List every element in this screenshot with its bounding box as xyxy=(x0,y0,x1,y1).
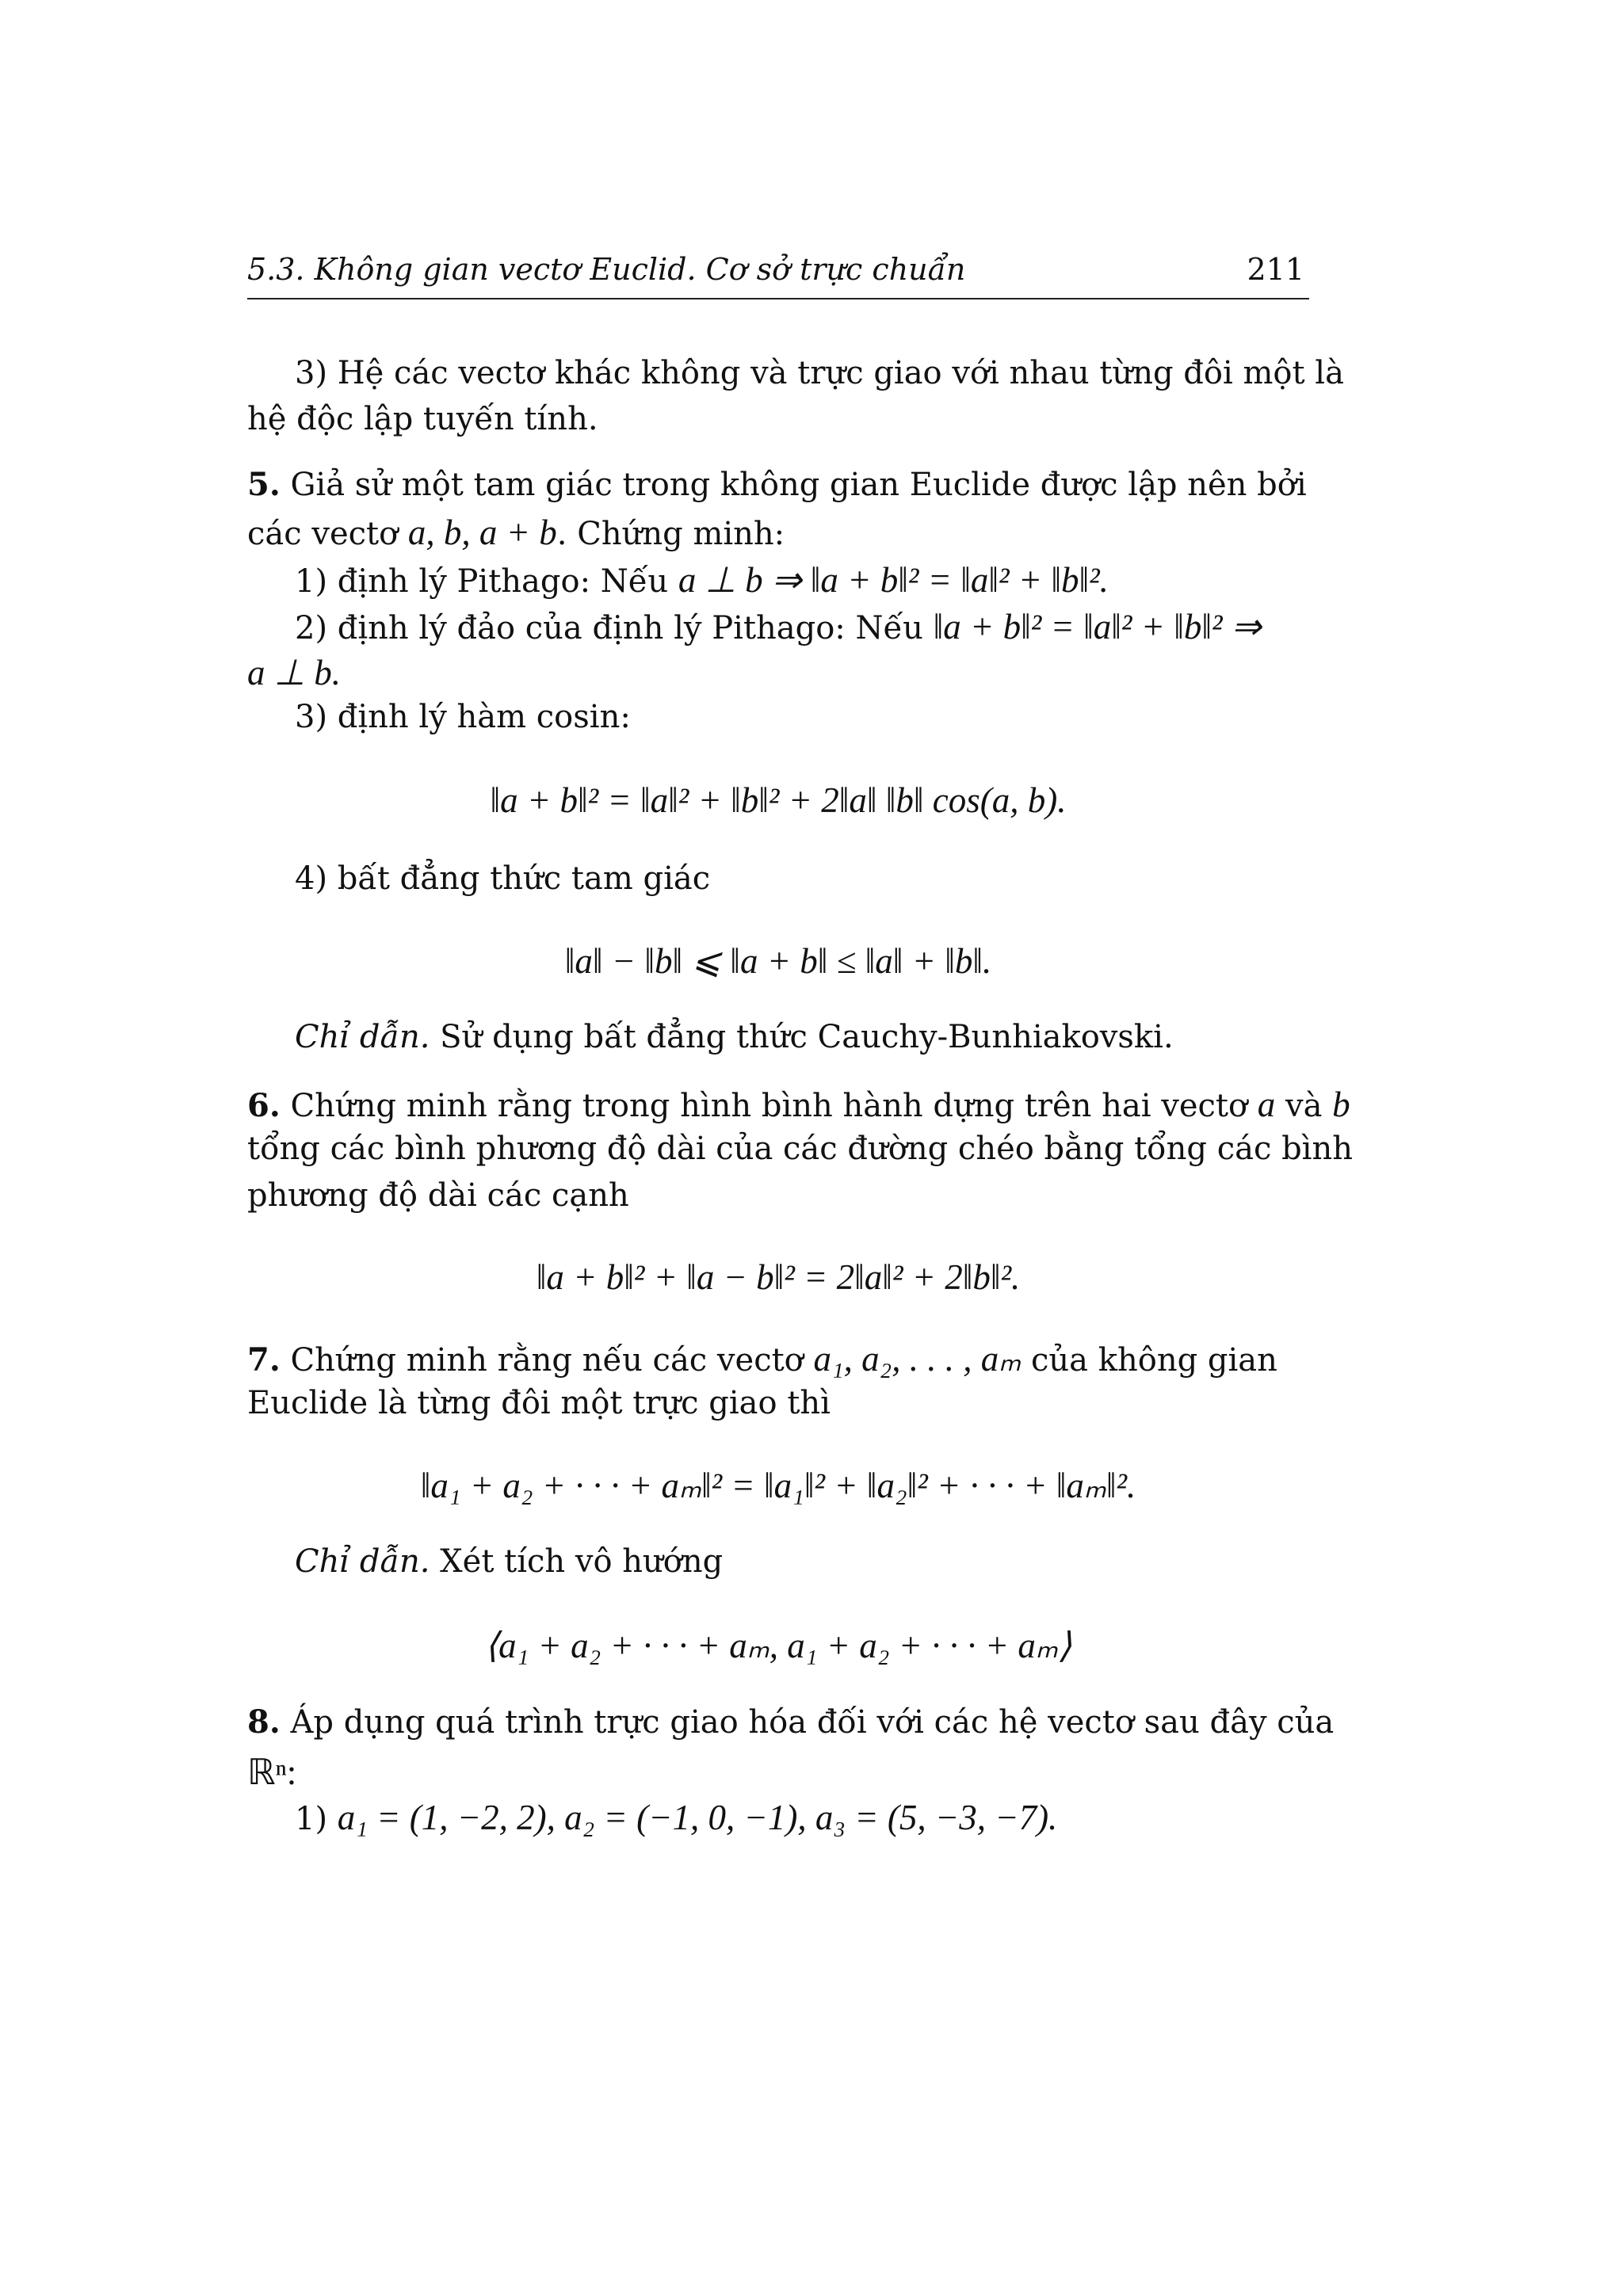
text-line: 1) định lý Pithago: Nếu a ⊥ b ⇒ ‖a + b‖² = ‖a‖² + ‖b‖². xyxy=(295,560,1109,600)
display-equation: ‖a₁ + a₂ + · · · + aₘ‖² = ‖a₁‖² + ‖a₂‖² + · · · + ‖aₘ‖². xyxy=(420,1466,1136,1505)
text-line: 3) định lý hàm cosin: xyxy=(295,699,631,735)
exercise-5-line: 5. Giả sử một tam giác trong không gian Euclide được lập nên bởi xyxy=(247,466,1307,503)
hint-label: Chỉ dẫn. xyxy=(295,1019,430,1055)
text-line: phương độ dài các cạnh xyxy=(247,1177,629,1214)
running-header xyxy=(247,252,1309,299)
hint-line: Chỉ dẫn. Sử dụng bất đẳng thức Cauchy-Bunhiakovski. xyxy=(295,1019,1174,1055)
text-line: Euclide là từng đôi một trực giao thì xyxy=(247,1385,831,1421)
math-inline: ‖a + b‖² = ‖a‖² + ‖b‖² ⇒ xyxy=(933,607,1262,646)
math-inline: a₁ = (1, −2, 2), a₂ = (−1, 0, −1), a₃ = (5, −3, −7). xyxy=(337,1798,1058,1837)
text-line xyxy=(247,651,341,693)
exercise-number: 5. xyxy=(247,466,281,503)
display-equation: ⟨a₁ + a₂ + · · · + aₘ, a₁ + a₂ + · · · + aₘ⟩ xyxy=(484,1626,1072,1665)
math-inline: ℝⁿ: xyxy=(247,1753,297,1792)
hint-label: Chỉ dẫn. xyxy=(295,1543,430,1580)
text-line: 3) Hệ các vectơ khác không và trực giao với nhau từng đôi một là xyxy=(295,355,1344,391)
display-equation: ‖a + b‖² = ‖a‖² + ‖b‖² + 2‖a‖ ‖b‖ cos(a, b). xyxy=(490,780,1067,820)
exercise-8-line: 8. Áp dụng quá trình trực giao hóa đối với các hệ vectơ sau đây của xyxy=(247,1703,1335,1741)
hint-line: Chỉ dẫn. Xét tích vô hướng xyxy=(295,1543,724,1580)
section-title: 5.3. Không gian vectơ Euclid. Cơ sở trực chuẩn xyxy=(247,252,966,287)
exercise-7-line: 7. Chứng minh rằng nếu các vectơ a₁, a₂, . . . , aₘ của không gian xyxy=(247,1339,1277,1379)
text-line: hệ độc lập tuyến tính. xyxy=(247,401,598,437)
text-line: 2) định lý đảo của định lý Pithago: Nếu ‖a + b‖² = ‖a‖² + ‖b‖² ⇒ xyxy=(295,607,1262,646)
math-inline: a ⊥ b. xyxy=(247,653,341,692)
math-inline: a ⊥ b ⇒ ‖a + b‖² = ‖a‖² + ‖b‖². xyxy=(678,560,1109,600)
display-equation: ‖a‖ − ‖b‖ ⩽ ‖a + b‖ ≤ ‖a‖ + ‖b‖. xyxy=(564,941,992,981)
text-line: các vectơ a, b, a + b. Chứng minh: xyxy=(247,513,785,552)
display-equation: ‖a + b‖² + ‖a − b‖² = 2‖a‖² + 2‖b‖². xyxy=(536,1257,1021,1297)
exercise-number: 7. xyxy=(247,1341,281,1379)
exercise-number: 8. xyxy=(247,1703,281,1741)
math-inline: a, b, a + b xyxy=(407,513,557,552)
text-line: tổng các bình phương độ dài của các đường chéo bằng tổng các bình xyxy=(247,1131,1353,1167)
text-line xyxy=(247,1751,296,1793)
text-line: 4) bất đẳng thức tam giác xyxy=(295,860,711,897)
exercise-6-line: 6. Chứng minh rằng trong hình bình hành dựng trên hai vectơ a và b xyxy=(247,1085,1350,1124)
page-number: 211 xyxy=(1247,252,1304,287)
text-line: 1) a₁ = (1, −2, 2), a₂ = (−1, 0, −1), a₃ = (5, −3, −7). xyxy=(295,1798,1058,1837)
exercise-number: 6. xyxy=(247,1087,281,1124)
